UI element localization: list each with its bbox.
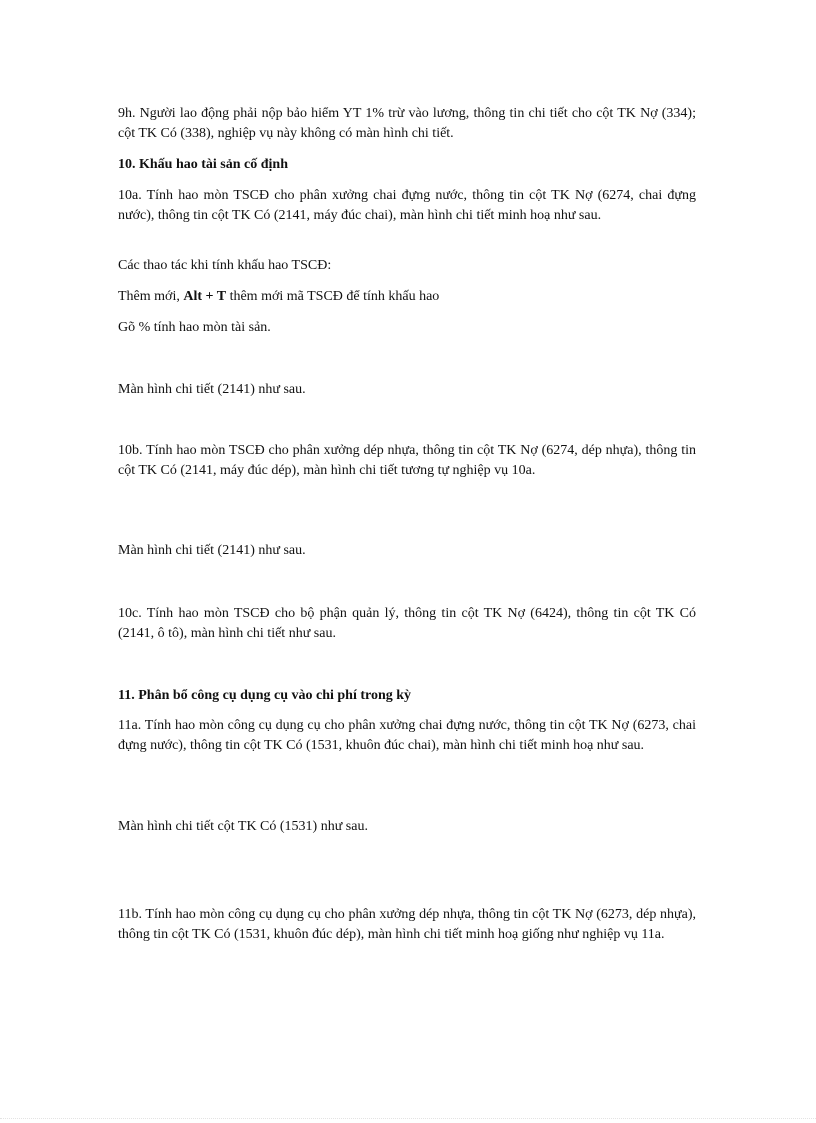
paragraph-screen-1531: Màn hình chi tiết cột TK Có (1531) như sau. (118, 819, 368, 834)
paragraph-screen-2141-a: Màn hình chi tiết (2141) như sau. (118, 382, 306, 397)
paragraph-11b: 11b. Tính hao mòn công cụ dụng cụ cho phân xưởng dép nhựa, thông tin cột TK Nợ (6273, dép nhựa), thông tin cột TK Có (1531, khuôn đúc dép), màn hình chi tiết minh hoạ giống như nghiệp vụ 11a. (118, 907, 696, 942)
heading-section-11: 11. Phân bổ công cụ dụng cụ vào chi phí trong kỳ (118, 688, 412, 703)
paragraph-10b: 10b. Tính hao mòn TSCĐ cho phân xưởng dép nhựa, thông tin cột TK Nợ (6274, dép nhựa), thông tin cột TK Có (2141, máy đúc dép), màn hình chi tiết tương tự nghiệp vụ 10a. (118, 443, 696, 478)
paragraph-11a: 11a. Tính hao mòn công cụ dụng cụ cho phân xưởng chai đựng nước, thông tin cột TK Nợ (6273, chai đựng nước), thông tin cột TK Có (1531, khuôn đúc chai), màn hình chi tiết minh hoạ như sau. (118, 718, 696, 753)
shortcut-keys: Alt + T (183, 289, 227, 304)
paragraph-9h: 9h. Người lao động phải nộp bảo hiểm YT 1% trừ vào lương, thông tin chi tiết cho cột TK Nợ (334); cột TK Có (338), nghiệp vụ này không có màn hình chi tiết. (118, 106, 696, 141)
heading-section-10: 10. Khấu hao tài sản cố định (118, 157, 288, 172)
add-new-prefix: Thêm mới, (118, 289, 184, 304)
paragraph-operations: Các thao tác khi tính khấu hao TSCĐ: (118, 258, 332, 273)
paragraph-10c: 10c. Tính hao mòn TSCĐ cho bộ phận quản lý, thông tin cột TK Nợ (6424), thông tin cột TK Có (2141, ô tô), màn hình chi tiết như sau. (118, 606, 696, 641)
page-bottom-rule (0, 1118, 816, 1119)
add-new-suffix: thêm mới mã TSCĐ để tính khấu hao (226, 289, 440, 304)
paragraph-10a: 10a. Tính hao mòn TSCĐ cho phân xưởng chai đựng nước, thông tin cột TK Nợ (6274, chai đựng nước), thông tin cột TK Có (2141, máy đúc chai), màn hình chi tiết minh hoạ như sau. (118, 188, 696, 223)
paragraph-percent: Gõ % tính hao mòn tài sản. (118, 320, 271, 335)
paragraph-add-new (118, 287, 696, 307)
paragraph-screen-2141-b: Màn hình chi tiết (2141) như sau. (118, 543, 306, 558)
